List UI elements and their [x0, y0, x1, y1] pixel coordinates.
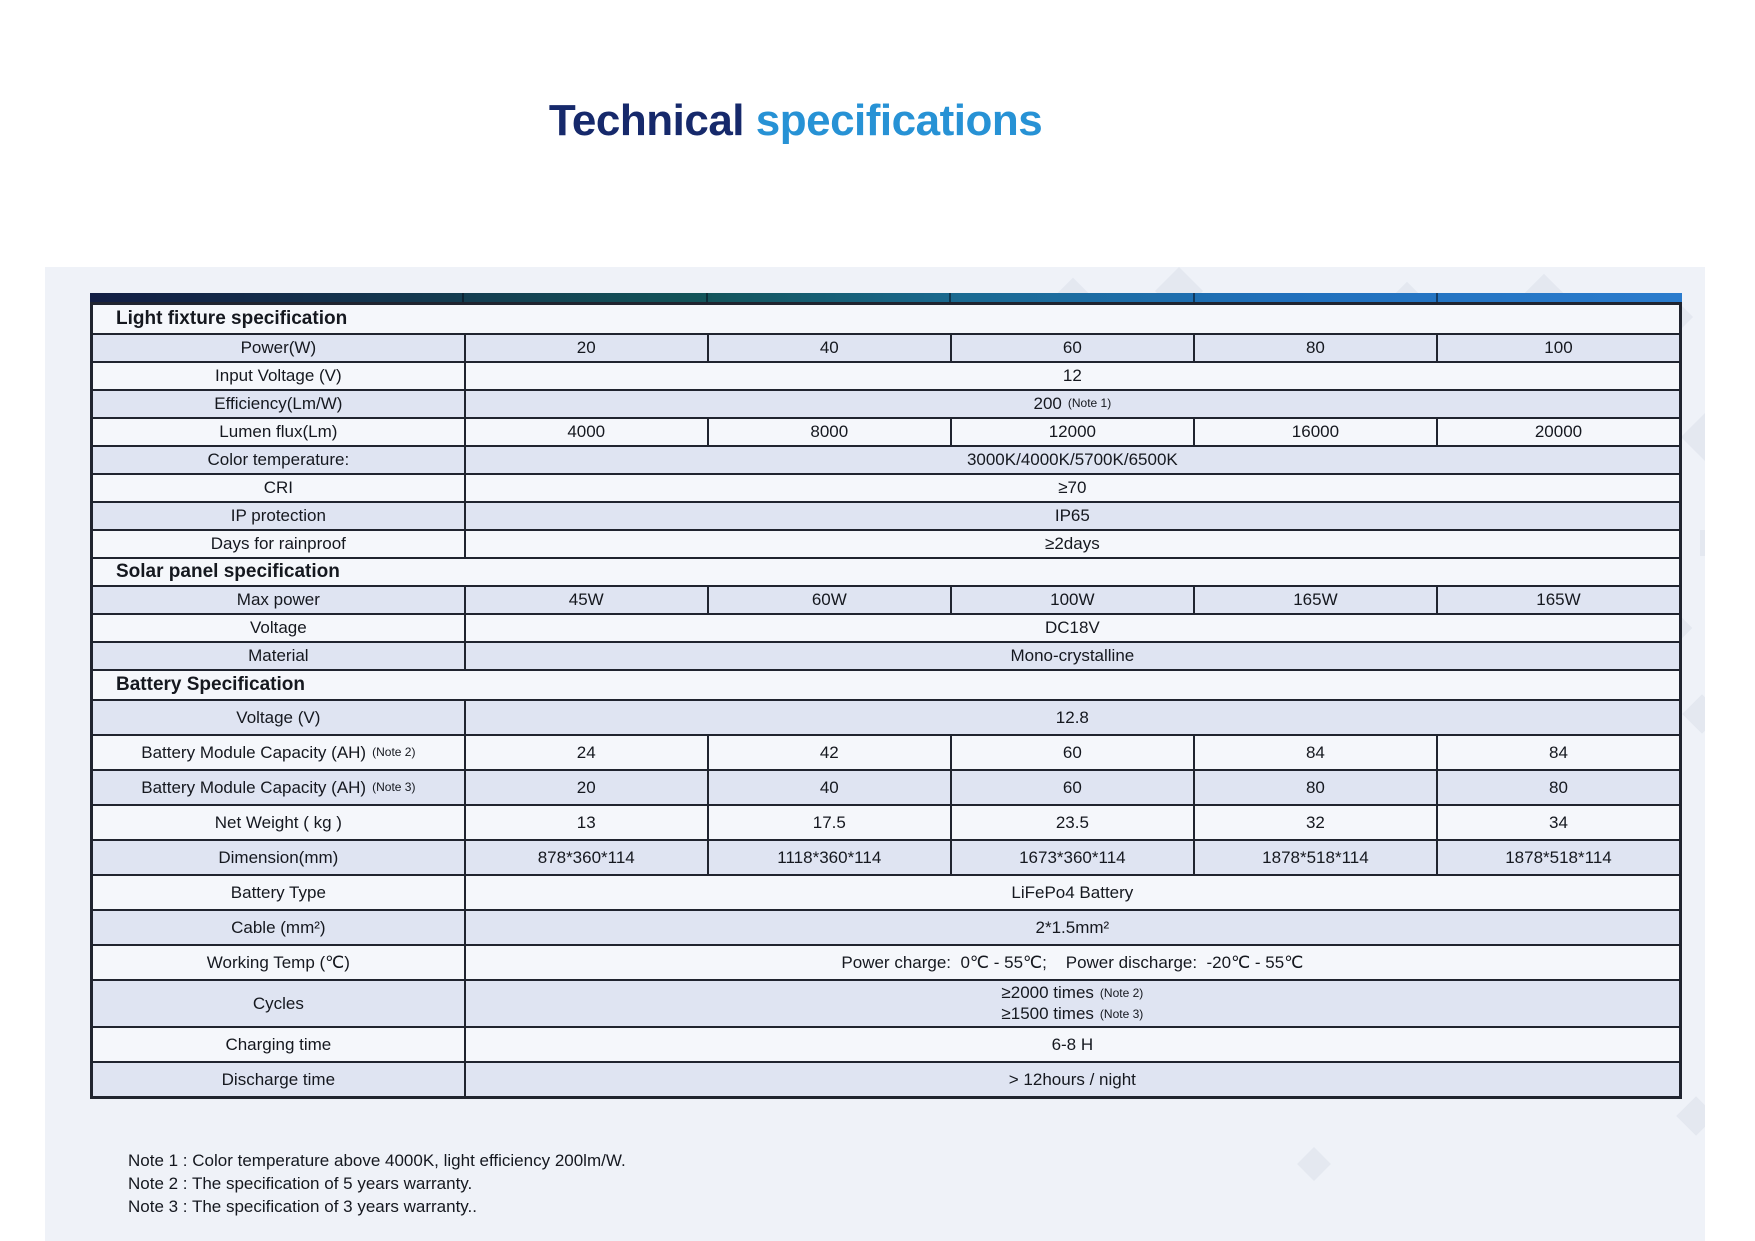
page-title — [0, 96, 1755, 146]
value-span-cell — [466, 391, 1679, 417]
table-row — [93, 613, 1679, 641]
value-cell: 878*360*114 — [466, 841, 709, 874]
section-header: Battery Specification — [93, 671, 1679, 699]
row-label — [93, 771, 466, 804]
table-row — [93, 769, 1679, 804]
row-label-text: Working Temp (℃) — [206, 952, 350, 972]
section-header-row — [93, 305, 1679, 333]
table-row — [93, 361, 1679, 389]
row-label-text: Cable (mm²) — [231, 917, 326, 937]
accent-bar-segment — [1438, 293, 1682, 302]
value-span-cell — [466, 946, 1679, 979]
row-label — [93, 335, 466, 361]
value-cell: 100 — [1544, 338, 1573, 358]
table-row — [93, 445, 1679, 473]
table-row — [93, 473, 1679, 501]
value-span-cell — [466, 531, 1679, 557]
row-label-text: IP protection — [230, 506, 326, 526]
spec-content — [90, 293, 1682, 1218]
accent-bar-segment — [951, 293, 1195, 302]
row-label-text: Power(W) — [240, 338, 317, 358]
row-label — [93, 503, 466, 529]
table-row — [93, 734, 1679, 769]
value-span-cell — [466, 363, 1679, 389]
value-cell: 80 — [1195, 771, 1438, 804]
row-label — [93, 391, 466, 417]
row-label-note: (Note 2) — [372, 744, 416, 759]
table-row — [93, 585, 1679, 613]
spec-table — [90, 302, 1682, 1099]
value-note: (Note 3) — [1099, 1007, 1144, 1021]
row-label — [93, 981, 466, 1026]
row-label-text: Dimension(mm) — [218, 847, 339, 867]
row-label — [93, 615, 466, 641]
section-header-row — [93, 669, 1679, 699]
row-label-text: CRI — [263, 478, 293, 498]
value-cell: 1878*518*114 — [1195, 841, 1438, 874]
row-label — [93, 841, 466, 874]
table-row — [93, 1061, 1679, 1096]
value-cell: 100W — [952, 587, 1195, 613]
value-note: (Note 2) — [1099, 986, 1144, 1000]
footnote: Note 2 : The specification of 5 years warranty. — [128, 1174, 473, 1193]
row-label-text: Battery Module Capacity (AH) — [141, 777, 367, 797]
value-span-cell — [466, 615, 1679, 641]
value-cell: 80 — [1549, 777, 1568, 797]
value-span-cell — [466, 475, 1679, 501]
table-row — [93, 333, 1679, 361]
value-text: IP65 — [1054, 506, 1090, 526]
row-label — [93, 531, 466, 557]
table-row — [93, 699, 1679, 734]
value-cell: 20000 — [1534, 422, 1583, 442]
value-span-cell — [466, 1028, 1679, 1061]
table-section — [93, 669, 1679, 1096]
row-label-text: Cycles — [252, 993, 304, 1013]
value-cell: 24 — [466, 736, 709, 769]
page-title-primary: Technical — [548, 96, 745, 145]
value-cell: 1878*518*114 — [1505, 847, 1612, 867]
table-row — [93, 529, 1679, 557]
value-span-cell — [466, 911, 1679, 944]
value-text: 200 — [1033, 394, 1062, 414]
row-label — [93, 363, 466, 389]
value-text: Mono-crystalline — [1010, 646, 1135, 666]
value-text: 2*1.5mm² — [1035, 917, 1110, 937]
row-label-text: Discharge time — [221, 1069, 336, 1089]
row-label — [93, 419, 466, 445]
value-cell: 1118*360*114 — [709, 841, 952, 874]
row-label-text: Battery Module Capacity (AH) — [141, 742, 367, 762]
value-text: ≥2000 times — [1001, 983, 1094, 1002]
table-row — [93, 1026, 1679, 1061]
value-cell: 1673*360*114 — [952, 841, 1195, 874]
section-header-row — [93, 557, 1679, 585]
row-label-text: Lumen flux(Lm) — [219, 422, 338, 442]
value-text: 12 — [1062, 366, 1082, 386]
table-section — [93, 557, 1679, 669]
value-span-cell — [466, 447, 1679, 473]
table-row — [93, 804, 1679, 839]
table-row — [93, 501, 1679, 529]
table-row — [93, 417, 1679, 445]
page-title-secondary: specifications — [755, 96, 1043, 145]
background-mosaic-square — [1681, 413, 1705, 461]
value-text: 12.8 — [1055, 707, 1089, 727]
value-cell: 40 — [709, 771, 952, 804]
table-row — [93, 641, 1679, 669]
background-mosaic-square — [1682, 694, 1705, 734]
background-mosaic-square — [1700, 530, 1705, 556]
row-label-text: Battery Type — [230, 882, 326, 902]
table-row — [93, 909, 1679, 944]
value-span-cell — [466, 701, 1679, 734]
row-label-text: Max power — [236, 590, 320, 610]
value-cell: 84 — [1549, 742, 1568, 762]
value-cell: 20 — [466, 771, 709, 804]
row-label — [93, 946, 466, 979]
section-header: Solar panel specification — [93, 559, 1679, 585]
accent-bar-segment — [1195, 293, 1439, 302]
table-row — [93, 389, 1679, 417]
section-header: Light fixture specification — [93, 305, 1679, 333]
value-cell: 45W — [466, 587, 709, 613]
footnote: Note 3 : The specification of 3 years warranty.. — [128, 1197, 477, 1216]
table-top-accent-bar — [90, 293, 1682, 302]
row-label-text: Material — [248, 646, 309, 666]
row-label-note: (Note 3) — [372, 779, 416, 794]
value-note: (Note 1) — [1067, 396, 1112, 411]
row-label-text: Charging time — [225, 1034, 332, 1054]
value-span-cell — [466, 503, 1679, 529]
value-span-cell — [466, 1063, 1679, 1096]
accent-bar-segment — [464, 293, 708, 302]
value-cell: 12000 — [952, 419, 1195, 445]
row-label-text: Voltage — [249, 618, 307, 638]
value-line — [1001, 1004, 1143, 1024]
value-cell: 17.5 — [709, 806, 952, 839]
row-label-text: Color temperature: — [207, 450, 350, 470]
value-cell: 16000 — [1195, 419, 1438, 445]
value-cell: 80 — [1195, 335, 1438, 361]
table-row — [93, 874, 1679, 909]
row-label — [93, 876, 466, 909]
value-text: ≥1500 times — [1001, 1004, 1094, 1023]
value-span-cell — [466, 643, 1679, 669]
value-cell: 165W — [1195, 587, 1438, 613]
row-label — [93, 447, 466, 473]
value-cell: 40 — [709, 335, 952, 361]
row-label — [93, 643, 466, 669]
value-text: ≥2days — [1045, 534, 1100, 554]
row-label — [93, 475, 466, 501]
value-span-cell — [466, 876, 1679, 909]
value-cell: 32 — [1195, 806, 1438, 839]
row-label-text: Efficiency(Lm/W) — [214, 394, 343, 414]
footnotes — [90, 1149, 1682, 1218]
value-text: DC18V — [1044, 618, 1100, 638]
row-label — [93, 911, 466, 944]
row-label — [93, 701, 466, 734]
value-cell: 60 — [952, 736, 1195, 769]
table-section — [93, 305, 1679, 557]
value-cell: 23.5 — [952, 806, 1195, 839]
value-text: LiFePo4 Battery — [1011, 882, 1134, 902]
row-label-text: Days for rainproof — [210, 534, 346, 554]
value-cell: 13 — [466, 806, 709, 839]
value-line — [1001, 983, 1143, 1003]
value-text: 3000K/4000K/5700K/6500K — [966, 450, 1178, 470]
value-text: > 12hours / night — [1008, 1069, 1136, 1089]
value-cell: 34 — [1549, 812, 1568, 832]
value-cell: 60W — [709, 587, 952, 613]
value-span-cell — [466, 981, 1679, 1026]
accent-bar-segment — [90, 293, 464, 302]
table-row — [93, 839, 1679, 874]
table-row — [93, 944, 1679, 979]
row-label-text: Voltage (V) — [236, 707, 321, 727]
value-cell: 84 — [1195, 736, 1438, 769]
row-label-text: Input Voltage (V) — [215, 366, 342, 386]
row-label-text: Net Weight ( kg ) — [214, 812, 342, 832]
value-cell: 8000 — [709, 419, 952, 445]
value-cell: 165W — [1536, 590, 1581, 610]
value-cell: 4000 — [466, 419, 709, 445]
row-label — [93, 736, 466, 769]
row-label — [93, 806, 466, 839]
value-cell: 60 — [952, 771, 1195, 804]
value-text: ≥70 — [1058, 478, 1087, 498]
footnote: Note 1 : Color temperature above 4000K, light efficiency 200lm/W. — [128, 1151, 626, 1170]
value-cell: 20 — [466, 335, 709, 361]
row-label — [93, 587, 466, 613]
row-label — [93, 1063, 466, 1096]
accent-bar-segment — [708, 293, 952, 302]
value-text: Power charge: 0℃ - 55℃; Power discharge: -20℃ - 55℃ — [841, 952, 1304, 972]
row-label — [93, 1028, 466, 1061]
value-text: 6-8 H — [1051, 1034, 1094, 1054]
value-cell: 42 — [709, 736, 952, 769]
table-row — [93, 979, 1679, 1026]
value-cell: 60 — [952, 335, 1195, 361]
page-title-text — [549, 96, 1042, 146]
